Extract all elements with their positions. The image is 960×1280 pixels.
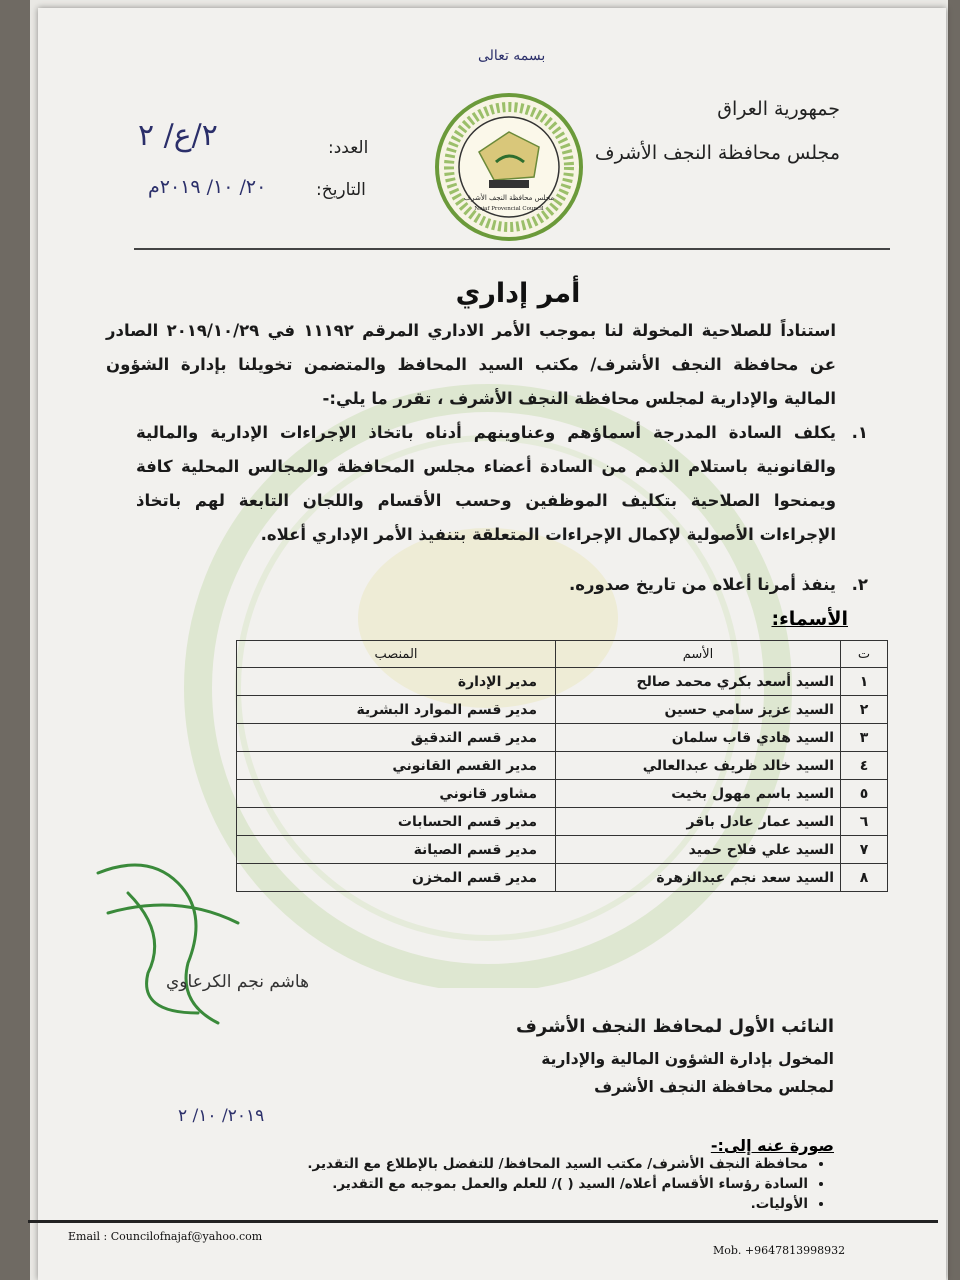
signatory-line-3: لمجلس محافظة النجف الأشرف bbox=[594, 1078, 834, 1096]
col-header-position: المنصب bbox=[237, 641, 556, 668]
basmala: بسمه تعالى bbox=[478, 48, 546, 64]
cc-item: • السادة رؤساء الأقسام أعلاه/ السيد ( )/ للعلم والعمل بموجبه مع التقدير. bbox=[108, 1176, 808, 1192]
row-position: مدير قسم المخزن bbox=[237, 864, 556, 892]
signatory-line-2: المخول بإدارة الشؤون المالية والإدارية bbox=[541, 1050, 834, 1068]
signature-date: ٢٠١٩/ ١٠/ ٢ bbox=[178, 1106, 265, 1126]
table-row bbox=[237, 836, 888, 864]
row-name: السيد باسم مهول بخيت bbox=[556, 780, 841, 808]
table-row bbox=[237, 724, 888, 752]
cc-list bbox=[108, 1156, 828, 1216]
row-position: مدير قسم التدقيق bbox=[237, 724, 556, 752]
row-name: السيد علي فلاح حميد bbox=[556, 836, 841, 864]
handwritten-name: هاشم نجم الكرعاوي bbox=[166, 972, 310, 992]
document-title: أمر إداري bbox=[455, 278, 581, 309]
footer-mobile: Mob. +9647813998932 bbox=[713, 1244, 846, 1257]
order-item-2-text: ينفذ أمرنا أعلاه من تاريخ صدوره. bbox=[568, 575, 836, 594]
seal-text-en: Najaf Provencial Council bbox=[474, 206, 544, 212]
row-number: ٤ bbox=[841, 752, 888, 780]
col-header-name: الأسم bbox=[556, 641, 841, 668]
names-table bbox=[236, 640, 888, 892]
number-value: ٢/ع/ ٢ bbox=[138, 118, 218, 153]
names-heading: الأسماء: bbox=[771, 608, 848, 630]
order-item-1 bbox=[136, 416, 868, 552]
row-position: مشاور قانوني bbox=[237, 780, 556, 808]
number-label: العدد: bbox=[328, 138, 369, 158]
cc-heading: صورة عنه إلى:- bbox=[710, 1136, 834, 1155]
date-label: التاريخ: bbox=[316, 180, 366, 200]
seal-text-ar: مجلس محافظة النجف الأشرف bbox=[463, 194, 555, 202]
table-row bbox=[237, 780, 888, 808]
table-header-row bbox=[237, 641, 888, 668]
council-name: مجلس محافظة النجف الأشرف bbox=[594, 142, 840, 164]
council-seal-logo bbox=[434, 92, 584, 242]
row-number: ٦ bbox=[841, 808, 888, 836]
order-item-1-text: يكلف السادة المدرجة أسماؤهم وعناوينهم أدناه باتخاذ الإجراءات الإدارية والمالية والقانونية باستلام الذمم من السادة أعضاء مجلس المحافظة والمجالس المحلية كافة ويمنحوا الصلاحية بتكليف الموظفين وحسب الأقسام واللجان التابعة لهم باتخاذ الإجراءات الأصولية لإكمال الإجراءات المتعلقة بتنفيذ الأمر الإداري أعلاه. bbox=[136, 423, 836, 544]
order-item-2-number: ٢. bbox=[851, 575, 868, 594]
document-page bbox=[38, 8, 946, 1280]
row-position: مدير القسم القانوني bbox=[237, 752, 556, 780]
footer-divider bbox=[28, 1220, 938, 1223]
country-name: جمهورية العراق bbox=[717, 98, 840, 120]
order-item-2 bbox=[136, 568, 868, 602]
table-row bbox=[237, 808, 888, 836]
row-number: ٢ bbox=[841, 696, 888, 724]
row-position: مدير قسم الموارد البشرية bbox=[237, 696, 556, 724]
row-name: السيد هادي قاب سلمان bbox=[556, 724, 841, 752]
table-row bbox=[237, 752, 888, 780]
cc-item: • الأوليات. bbox=[108, 1196, 808, 1212]
date-value: ٢٠/ ١٠/ ٢٠١٩م bbox=[148, 176, 267, 198]
row-number: ٥ bbox=[841, 780, 888, 808]
footer-email: Email : Councilofnajaf@yahoo.com bbox=[68, 1230, 263, 1243]
order-item-1-number: ١. bbox=[851, 423, 868, 442]
intro-paragraph: استناداً للصلاحية المخولة لنا بموجب الأمر الاداري المرقم ١١١٩٢ في ٢٠١٩/١٠/٢٩ الصادر عن محافظة النجف الأشرف/ مكتب السيد المحافظ والمتضمن تخويلنا بإدارة الشؤون المالية والإدارية لمجلس محافظة النجف الأشرف ، تقرر ما يلي:- bbox=[106, 321, 836, 408]
row-position: مدير قسم الصيانة bbox=[237, 836, 556, 864]
table-row bbox=[237, 668, 888, 696]
table-row bbox=[237, 696, 888, 724]
row-position: مدير قسم الحسابات bbox=[237, 808, 556, 836]
col-header-number: ت bbox=[841, 641, 888, 668]
row-name: السيد عزيز سامي حسين bbox=[556, 696, 841, 724]
row-name: السيد سعد نجم عبدالزهرة bbox=[556, 864, 841, 892]
cc-item: • محافظة النجف الأشرف/ مكتب السيد المحافظ/ للتفضل بالإطلاع مع التقدير. bbox=[108, 1156, 808, 1172]
row-number: ٣ bbox=[841, 724, 888, 752]
header-divider bbox=[134, 248, 890, 250]
row-number: ٧ bbox=[841, 836, 888, 864]
row-number: ١ bbox=[841, 668, 888, 696]
row-name: السيد أسعد بكري محمد صالح bbox=[556, 668, 841, 696]
table-row bbox=[237, 864, 888, 892]
row-name: السيد خالد ظريف عبدالعالي bbox=[556, 752, 841, 780]
signature-scribble bbox=[88, 853, 258, 1033]
row-position: مدير الإدارة bbox=[237, 668, 556, 696]
signatory-title: النائب الأول لمحافظ النجف الأشرف bbox=[516, 1016, 834, 1037]
row-number: ٨ bbox=[841, 864, 888, 892]
row-name: السيد عمار عادل باقر bbox=[556, 808, 841, 836]
